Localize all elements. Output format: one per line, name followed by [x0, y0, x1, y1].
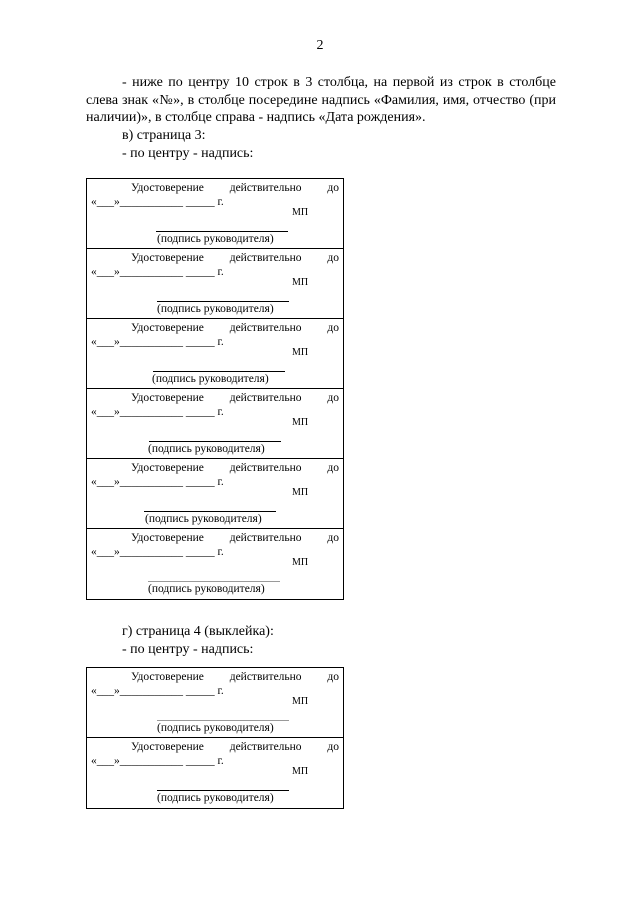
stamp-place-label: МП [292, 766, 309, 777]
date-blank: «___»___________ _____ г. [91, 406, 224, 418]
stamp-place-label: МП [292, 557, 309, 568]
signature-line [157, 790, 289, 791]
certificate-cell [87, 459, 343, 529]
certificate-cell [87, 179, 343, 249]
certificate-cell [87, 389, 343, 459]
word-until: до [327, 671, 339, 683]
certificate-cell [87, 668, 343, 738]
date-blank: «___»___________ _____ г. [91, 266, 224, 278]
validity-line [131, 462, 339, 474]
validity-line [131, 741, 339, 753]
stamp-place-label: МП [292, 207, 309, 218]
word-certificate: Удостоверение [131, 252, 204, 264]
section-v-subheading: - по центру - надпись: [122, 146, 254, 161]
word-certificate: Удостоверение [131, 741, 204, 753]
date-blank: «___»___________ _____ г. [91, 196, 224, 208]
signature-line [144, 511, 276, 512]
section-g-heading: г) страница 4 (выклейка): [122, 624, 274, 639]
stamp-place-label: МП [292, 487, 309, 498]
stamp-place-label: МП [292, 417, 309, 428]
page-number: 2 [316, 38, 324, 53]
word-until: до [327, 252, 339, 264]
word-certificate: Удостоверение [131, 322, 204, 334]
word-until: до [327, 462, 339, 474]
section-v-heading: в) страница 3: [122, 128, 206, 143]
word-valid: действительно [229, 182, 302, 194]
word-until: до [327, 741, 339, 753]
word-valid: действительно [229, 532, 302, 544]
signature-line [148, 581, 280, 582]
signature-line [157, 720, 289, 721]
word-certificate: Удостоверение [131, 462, 204, 474]
validity-line [131, 252, 339, 264]
certificate-cell [87, 319, 343, 389]
certificate-cell [87, 738, 343, 808]
validity-line [131, 322, 339, 334]
stamp-place-label: МП [292, 696, 309, 707]
signature-line [157, 301, 289, 302]
signature-caption: (подпись руководителя) [157, 303, 274, 315]
word-valid: действительно [229, 252, 302, 264]
word-certificate: Удостоверение [131, 182, 204, 194]
word-valid: действительно [229, 392, 302, 404]
word-until: до [327, 182, 339, 194]
stamp-place-label: МП [292, 277, 309, 288]
word-until: до [327, 532, 339, 544]
validity-line [131, 532, 339, 544]
certificate-cell [87, 529, 343, 599]
signature-caption: (подпись руководителя) [145, 513, 262, 525]
certificate-table-page-4 [86, 667, 344, 809]
intro-paragraph: - ниже по центру 10 строк в 3 столбца, на первой из строк в столбце слева знак «№», в столбце посередине надпись «Фамилия, имя, отчество (при наличии)», в столбце справа - надпись «Дата рождения». [86, 75, 556, 125]
validity-line [131, 392, 339, 404]
section-g-subheading: - по центру - надпись: [122, 642, 254, 657]
date-blank: «___»___________ _____ г. [91, 685, 224, 697]
signature-line [153, 371, 285, 372]
word-certificate: Удостоверение [131, 671, 204, 683]
date-blank: «___»___________ _____ г. [91, 546, 224, 558]
date-blank: «___»___________ _____ г. [91, 755, 224, 767]
certificate-cell [87, 249, 343, 319]
signature-caption: (подпись руководителя) [157, 722, 274, 734]
word-certificate: Удостоверение [131, 532, 204, 544]
signature-caption: (подпись руководителя) [157, 792, 274, 804]
signature-caption: (подпись руководителя) [152, 373, 269, 385]
word-valid: действительно [229, 671, 302, 683]
word-certificate: Удостоверение [131, 392, 204, 404]
word-valid: действительно [229, 462, 302, 474]
signature-caption: (подпись руководителя) [148, 443, 265, 455]
validity-line [131, 671, 339, 683]
stamp-place-label: МП [292, 347, 309, 358]
signature-line [156, 231, 288, 232]
date-blank: «___»___________ _____ г. [91, 476, 224, 488]
signature-caption: (подпись руководителя) [157, 233, 274, 245]
word-valid: действительно [229, 741, 302, 753]
validity-line [131, 182, 339, 194]
word-until: до [327, 392, 339, 404]
signature-line [149, 441, 281, 442]
word-valid: действительно [229, 322, 302, 334]
certificate-table-page-3 [86, 178, 344, 600]
date-blank: «___»___________ _____ г. [91, 336, 224, 348]
signature-caption: (подпись руководителя) [148, 583, 265, 595]
word-until: до [327, 322, 339, 334]
